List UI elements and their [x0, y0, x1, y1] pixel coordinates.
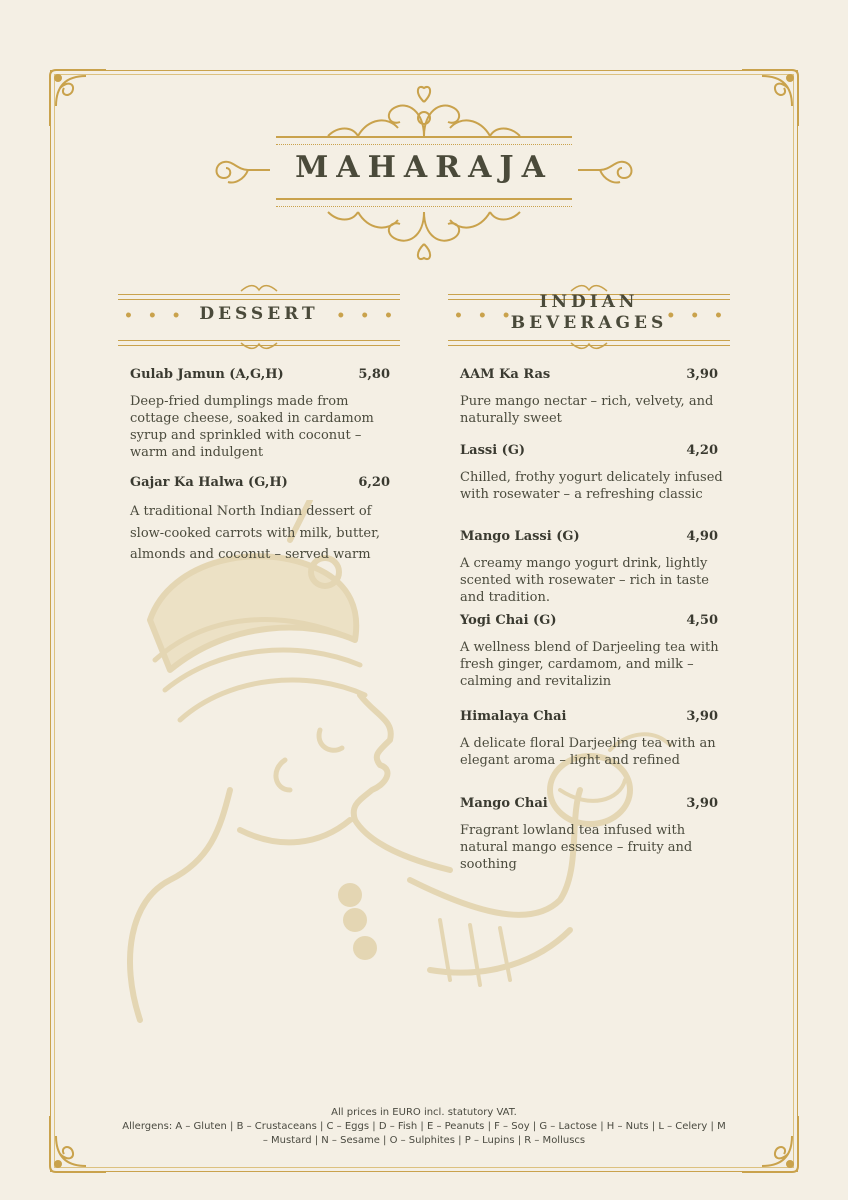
section-title: DESSERT	[199, 304, 319, 324]
allergens-note: Allergens: A – Gluten | B – Crustaceans | C – Eggs | D – Fish | E – Peanuts | F – Soy | G – Lactose | H – Nuts | L – Celery | M – Mustard | N – Sesame | O – Sulphites | P – Lupins | R – Molluscs	[122, 1121, 726, 1146]
menu-item	[460, 613, 718, 690]
item-description: Chilled, frothy yogurt delicately infused with rosewater – a refreshing classic	[460, 470, 723, 502]
menu-item	[460, 796, 718, 873]
flourish-icon	[318, 82, 530, 138]
footer-notes	[120, 1106, 728, 1148]
item-name: Yogi Chai (G)	[460, 613, 557, 628]
item-price: 4,50	[686, 613, 718, 628]
section-title	[498, 292, 680, 334]
item-name: Himalaya Chai	[460, 709, 567, 724]
menu-item	[130, 367, 390, 461]
item-price: 3,90	[686, 796, 718, 811]
ornament-corner-icon	[46, 66, 110, 130]
brand-title: MAHARAJA	[295, 150, 553, 185]
menu-item	[130, 475, 390, 566]
item-price: 4,20	[686, 443, 718, 458]
item-description: A traditional North Indian dessert of slow-cooked carrots with milk, butter, almonds and coconut – served warm	[130, 504, 381, 562]
item-name: Mango Chai	[460, 796, 548, 811]
swirl-icon	[208, 152, 272, 188]
section-title-line: BEVERAGES	[510, 313, 668, 333]
item-description: A wellness blend of Darjeeling tea with fresh ginger, cardamom, and milk – calming and revitalizin	[460, 640, 719, 689]
menu-item	[460, 443, 723, 503]
item-name: Gulab Jamun (A,G,H)	[130, 367, 284, 382]
ornament-corner-icon	[46, 1112, 110, 1176]
dots-decoration: • • •	[666, 308, 728, 324]
title-rule	[276, 136, 572, 145]
item-description: Deep-fried dumplings made from cottage cheese, soaked in cardamom syrup and sprinkled with coconut – warm and indulgent	[130, 394, 374, 460]
dots-decoration: • • •	[454, 308, 516, 324]
section-heading-beverages	[448, 290, 730, 352]
item-name: Gajar Ka Halwa (G,H)	[130, 475, 288, 490]
ornament-corner-icon	[738, 1112, 802, 1176]
item-description: A creamy mango yogurt drink, lightly scented with rosewater – rich in taste and tradition.	[460, 556, 709, 605]
dots-decoration: • • •	[336, 308, 398, 324]
item-name: Mango Lassi (G)	[460, 529, 580, 544]
item-price: 4,90	[686, 529, 718, 544]
item-price: 3,90	[686, 367, 718, 382]
price-note: All prices in EURO incl. statutory VAT.	[331, 1107, 517, 1118]
menu-item	[460, 529, 718, 606]
ornament-corner-icon	[738, 66, 802, 130]
section-title-line: INDIAN	[539, 292, 639, 312]
swirl-icon	[576, 152, 640, 188]
menu-item	[460, 709, 718, 769]
item-description: Pure mango nectar – rich, velvety, and naturally sweet	[460, 394, 714, 426]
menu-item	[460, 367, 718, 427]
item-description: Fragrant lowland tea infused with natural mango essence – fruity and soothing	[460, 823, 693, 872]
dots-decoration: • • •	[124, 308, 186, 324]
section-heading-dessert	[118, 290, 400, 352]
item-name: Lassi (G)	[460, 443, 526, 458]
item-name: AAM Ka Ras	[460, 367, 551, 382]
title-rule	[276, 198, 572, 207]
flourish-icon	[318, 210, 530, 262]
item-description: A delicate floral Darjeeling tea with an elegant aroma – light and refined	[460, 736, 716, 768]
item-price: 3,90	[686, 709, 718, 724]
item-price: 5,80	[358, 367, 390, 382]
item-price: 6,20	[358, 475, 390, 490]
